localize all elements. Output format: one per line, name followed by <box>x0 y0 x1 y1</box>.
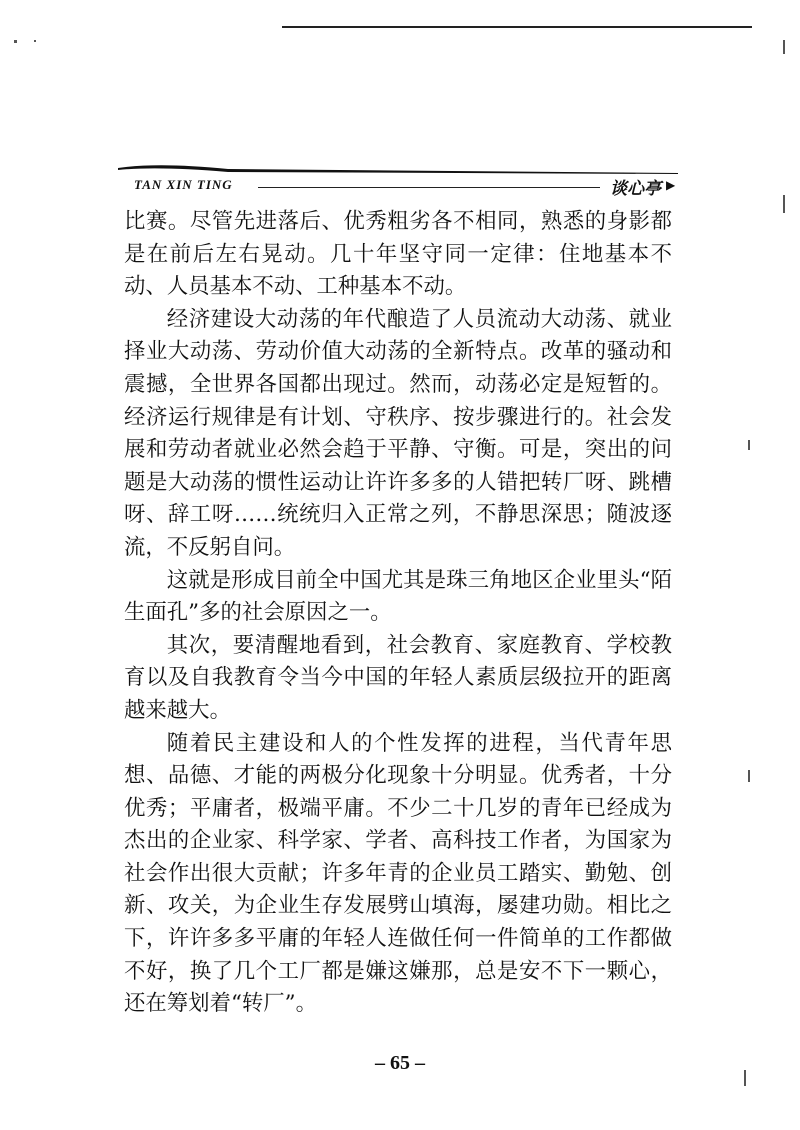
scan-speck <box>783 40 785 54</box>
paragraph-1: 比赛。尽管先进落后、优秀粗劣各不相同，熟悉的身影都是在前后左右晃动。几十年坚守同一定律：住地基本不动、人员基本不动、工种基本不动。 <box>124 209 672 300</box>
running-header <box>118 160 680 200</box>
paragraph-3: 这就是形成目前全中国尤其是珠三角地区企业里头“陌生面孔”多的社会原因之一。 <box>124 567 672 626</box>
header-title-latin: TAN XIN TING <box>134 177 233 192</box>
body-text <box>124 206 672 1021</box>
header-divider-line <box>258 187 600 188</box>
paragraph-5: 随着民主建设和人的个性发挥的进程，当代青年思想、品德、才能的两极分化现象十分明显。优秀者，十分优秀；平庸者，极端平庸。不少二十几岁的青年已经成为杰出的企业家、科学家、学者、高科技工作者，为国家为社会作出很大贡献；许多年青的企业员工踏实、勤勉、创新、攻关，为企业生存发展劈山填海，屡建功勋。相比之下，许许多多平庸的年轻人连做任何一件简单的工作都做不好，换了几个工厂都是嫌这嫌那，总是安不下一颗心，还在筹划着“转厂”。 <box>124 730 672 1017</box>
scan-speck <box>783 195 785 213</box>
header-swoosh-rule <box>118 160 678 176</box>
scan-speck <box>748 770 750 782</box>
scan-speck <box>34 40 36 42</box>
header-arrow-icon: ▶ <box>666 178 676 192</box>
header-title-chinese: 谈心亭 <box>610 179 661 199</box>
scan-speck <box>748 440 750 450</box>
page-number: – 65 – <box>375 1052 425 1074</box>
scan-speck <box>14 40 17 43</box>
paragraph-2: 经济建设大动荡的年代酿造了人员流动大动荡、就业择业大动荡、劳动价值大动荡的全新特点。改革的骚动和震撼，全世界各国都出现过。然而，动荡必定是短暂的。经济运行规律是有计划、守秩序、按步骤进行的。社会发展和劳动者就业必然会趋于平静、守衡。可是，突出的问题是大动荡的惯性运动让许许多多的人错把转厂呀、跳槽呀、辞工呀……统统归入正常之列，不静思深思；随波逐流，不反躬自问。 <box>124 306 672 560</box>
paragraph-4: 其次，要清醒地看到，社会教育、家庭教育、学校教育以及自我教育令当今中国的年轻人素质层级拉开的距离越来越大。 <box>124 632 672 723</box>
top-rule <box>282 26 752 28</box>
